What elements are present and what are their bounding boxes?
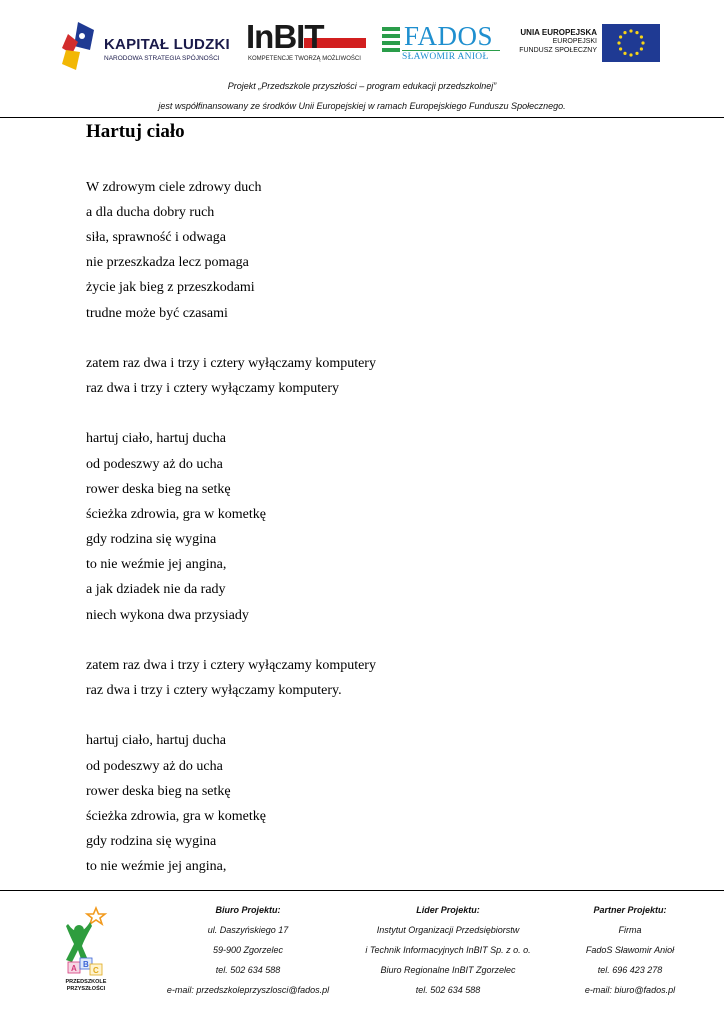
poem-line: siła, sprawność i odwaga <box>86 230 226 245</box>
poem-title: Hartuj ciało <box>86 121 185 142</box>
przedszkole-przyszlosci-logo-icon <box>60 906 112 992</box>
poem-line: zatem raz dwa i trzy i cztery wyłączamy komputery <box>86 658 376 673</box>
ue-line-3: FUNDUSZ SPOŁECZNY <box>519 47 597 54</box>
fados-subtitle: SŁAWOMIR ANIOŁ <box>402 52 489 62</box>
poem-line: a jak dziadek nie da rady <box>86 582 226 597</box>
header-divider <box>0 117 724 118</box>
project-line-2: jest współfinansowany ze środków Unii Europejskiej w ramach Europejskiego Funduszu Społecznego. <box>158 101 566 111</box>
lider-line: Biuro Regionalne InBIT Zgorzelec <box>380 965 516 975</box>
partner-email: e-mail: biuro@fados.pl <box>584 985 676 995</box>
poem-line: gdy rodzina się wygina <box>86 532 217 547</box>
kapital-ludzki-mark-icon <box>60 20 98 72</box>
svg-text:A: A <box>71 964 77 973</box>
kapital-ludzki-logo <box>60 20 235 72</box>
poem-line: niech wykona dwa przysiady <box>86 608 249 623</box>
kapital-ludzki-title: KAPITAŁ LUDZKI <box>104 36 230 53</box>
biuro-line: tel. 502 634 588 <box>215 965 281 975</box>
poem-line: zatem raz dwa i trzy i cztery wyłączamy komputery <box>86 356 376 371</box>
logo-text-2: PRZYSZŁOŚCI <box>66 986 106 992</box>
poem-line: raz dwa i trzy i cztery wyłączamy komputery. <box>86 683 342 698</box>
poem-line: a dla ducha dobry ruch <box>86 205 215 220</box>
svg-text:B: B <box>83 960 89 969</box>
project-line-1: Projekt „Przedszkole przyszłości – program edukacji przedszkolnej” <box>227 81 497 91</box>
partner-line: FadoS Sławomir Anioł <box>585 945 675 955</box>
svg-text:C: C <box>93 966 99 975</box>
footer-biuro-projektu <box>148 903 348 1003</box>
inbit-subtitle: KOMPETENCJE TWORZĄ MOŻLIWOŚCI <box>248 56 361 62</box>
ue-text <box>515 28 597 55</box>
lider-line: Instytut Organizacji Przedsiębiorstw <box>376 925 520 935</box>
biuro-heading: Biuro Projektu: <box>215 905 281 915</box>
kapital-ludzki-subtitle: NARODOWA STRATEGIA SPÓJNOŚCI <box>104 55 220 62</box>
fados-logo <box>382 21 500 68</box>
poem-line: W zdrowym ciele zdrowy duch <box>86 180 262 195</box>
poem-line: od podeszwy aż do ucha <box>86 759 223 774</box>
fados-wordmark: FADOS <box>404 21 494 51</box>
poem-line: raz dwa i trzy i cztery wyłączamy komputery <box>86 381 340 396</box>
footer-partner-projektu <box>560 903 700 1003</box>
fados-divider <box>402 50 500 51</box>
lider-line: tel. 502 634 588 <box>415 985 481 995</box>
poem-line: ścieżka zdrowia, gra w kometkę <box>86 507 266 522</box>
partner-heading: Partner Projektu: <box>593 905 667 915</box>
poem-line: trudne może być czasami <box>86 306 228 321</box>
footer-divider <box>0 890 724 891</box>
eu-flag-icon <box>602 24 660 62</box>
logo-text-1: PRZEDSZKOLE <box>65 979 107 985</box>
ue-line-2: EUROPEJSKI <box>552 38 597 45</box>
biuro-line: ul. Daszyńskiego 17 <box>207 925 289 935</box>
inbit-logo <box>246 18 368 70</box>
inbit-wordmark: InBIT <box>246 18 324 55</box>
poem-line: życie jak bieg z przeszkodami <box>86 280 255 295</box>
poem-line: rower deska bieg na setkę <box>86 482 231 497</box>
ue-line-1: UNIA EUROPEJSKA <box>520 28 597 37</box>
poem-line: to nie weźmie jej angina, <box>86 557 227 572</box>
lider-line: i Technik Informacyjnych InBIT Sp. z o. o. <box>365 945 531 955</box>
biuro-line: 59-900 Zgorzelec <box>212 945 284 955</box>
poem-line: od podeszwy aż do ucha <box>86 457 223 472</box>
partner-line: tel. 696 423 278 <box>597 965 663 975</box>
poem-line: rower deska bieg na setkę <box>86 784 231 799</box>
poem-line: hartuj ciało, hartuj ducha <box>86 431 226 446</box>
lider-heading: Lider Projektu: <box>416 905 480 915</box>
poem-line: hartuj ciało, hartuj ducha <box>86 733 226 748</box>
poem-line: to nie weźmie jej angina, <box>86 859 227 874</box>
partner-line: Firma <box>618 925 642 935</box>
poem-line: ścieżka zdrowia, gra w kometkę <box>86 809 266 824</box>
footer-lider-projektu <box>348 903 548 1003</box>
poem-line: gdy rodzina się wygina <box>86 834 217 849</box>
poem-line: nie przeszkadza lecz pomaga <box>86 255 249 270</box>
biuro-email: e-mail: przedszkoleprzyszlosci@fados.pl <box>166 985 330 995</box>
ue-logo <box>515 22 663 64</box>
